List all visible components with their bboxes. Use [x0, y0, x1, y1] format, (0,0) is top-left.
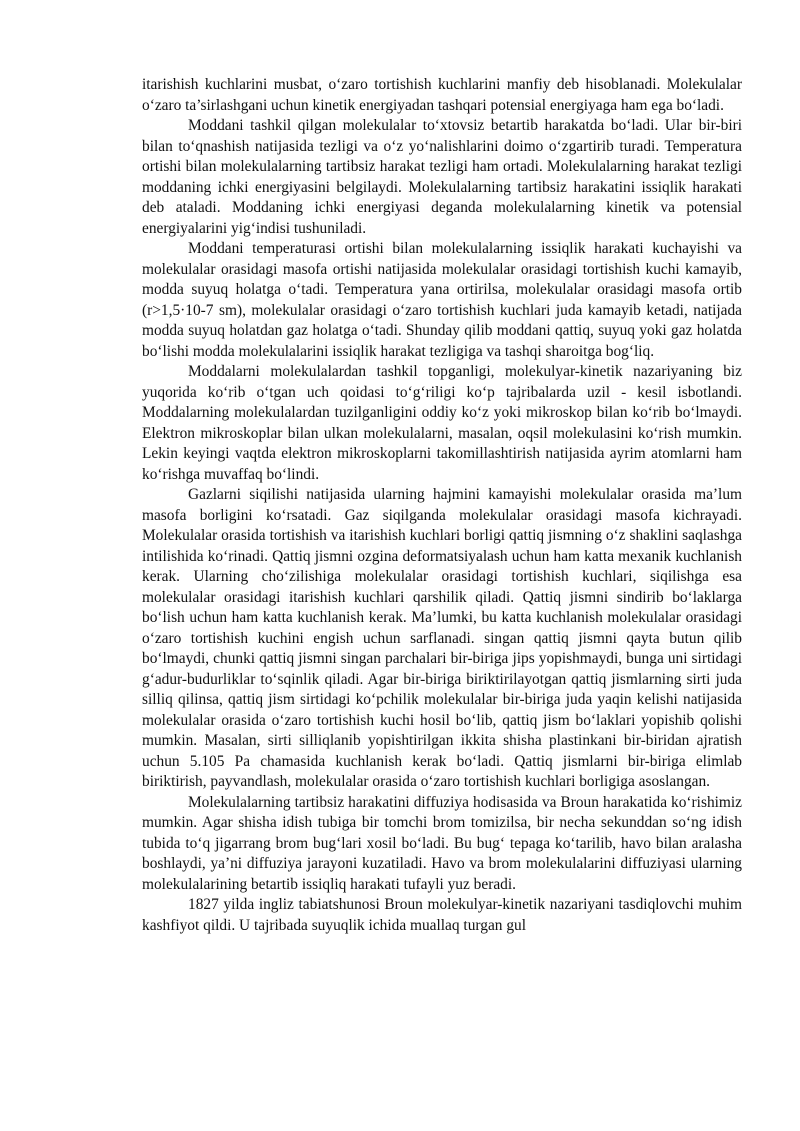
paragraph-1: itarishish kuchlarini musbat, o‘zaro tortishish kuchlarini manfiy deb hisoblanadi. Molekulalar o‘zaro ta’sirlashgani uchun kinetik energiyadan tashqari potensial energiyaga ham ega bo‘ladi. — [142, 76, 742, 114]
paragraph-3: Moddani temperaturasi ortishi bilan molekulalarning issiqlik harakati kuchayishi va molekulalar orasidagi masofa ortishi natijasida molekulalar orasidagi tortishish kuchi kamayib, modda suyuq holatga o‘tadi. Temperatura yana ortirilsa, molekulalar orasidagi masofa ortib (r>1,5·10-7 sm), molekulalar orasidagi o‘zaro tortishish kuchlari juda kamayib ketadi, natijada modda suyuq holatdan gaz holatga o‘tadi. Shunday qilib moddani qattiq, suyuq yoki gaz holatda bo‘lishi modda molekulalarini issiqlik harakat tezligiga va tashqi sharoitga bog‘liq. — [142, 240, 742, 360]
paragraph-6: Molekulalarning tartibsiz harakatini diffuziya hodisasida va Broun harakatida ko‘rishimiz mumkin. Agar shisha idish tubiga bir tomchi brom tomizilsa, bir necha sekunddan so‘ng idish tubida to‘q jigarrang brom bug‘lari xosil bo‘ladi. Bu bug‘ tepaga ko‘tarilib, havo bilan aralasha boshlaydi, ya’ni diffuziya jarayoni kuzatiladi. Havo va brom molekulalarini diffuziyasi ularning molekulalarining betartib issiqliq harakati tufayli yuz beradi. — [142, 793, 742, 893]
paragraph-2: Moddani tashkil qilgan molekulalar to‘xtovsiz betartib harakatda bo‘ladi. Ular bir-biri bilan to‘qnashish natijasida tezligi va o‘z yo‘nalishlarini doimo o‘zgartirib turadi. Temperatura ortishi bilan molekulalarning tartibsiz harakat tezligi ham ortadi. Molekulalarning harakat tezligi moddaning ichki energiyasini belgilaydi. Molekulalarning tartibsiz harakatini issiqlik harakati deb ataladi. Moddaning ichki energiyasi deganda molekulalarning kinetik va potensial energiyalarini yig‘indisi tushuniladi. — [142, 117, 742, 237]
document-page — [142, 75, 742, 936]
paragraph-4: Moddalarni molekulalardan tashkil topganligi, molekulyar-kinetik nazariyaning biz yuqorida ko‘rib o‘tgan uch qoidasi to‘g‘riligi ko‘p tajribalarda uzil - kesil isbotlandi. Moddalarning molekulalardan tuzilganligini oddiy ko‘z yoki mikroskop bilan ko‘rib bo‘lmaydi. Elektron mikroskoplar bilan ulkan molekulalarni, masalan, oqsil molekulasini ko‘rish mumkin. Lekin keyingi vaqtda elektron mikroskoplarni takomillashtirish natijasida ayrim atomlarni ham ko‘rishga muvaffaq bo‘lindi. — [142, 363, 742, 483]
paragraph-7: 1827 yilda ingliz tabiatshunosi Broun molekulyar-kinetik nazariyani tasdiqlovchi muhim kashfiyot qildi. U tajribada suyuqlik ichida muallaq turgan gul — [142, 896, 742, 934]
paragraph-5: Gazlarni siqilishi natijasida ularning hajmini kamayishi molekulalar orasida ma’lum masofa borligini ko‘rsatadi. Gaz siqilganda molekulalar orasidagi masofa kichrayadi. Molekulalar orasida tortishish va itarishish kuchlari borligi qattiq jismning o‘z shaklini saqlashga intilishida ko‘rinadi. Qattiq jismni ozgina deformatsiyalash uchun ham katta mexanik kuchlanish kerak. Ularning cho‘zilishiga molekulalar orasidagi tortishish kuchlari, siqilishga esa molekulalar orasidagi itarishish kuchlari qarshilik qiladi. Qattiq jismni sindirib bo‘laklarga bo‘lish uchun ham katta kuchlanish kerak. Ma’lumki, bu katta kuchlanish molekulalar orasidagi o‘zaro tortishish kuchini engish uchun sarflanadi. singan qattiq jismni qayta butun qilib bo‘lmaydi, chunki qattiq jismni singan parchalari bir-biriga jips yopishmaydi, bunga uni sirtidagi g‘adur-budurliklar to‘sqinlik qiladi. Agar bir-biriga biriktirilayotgan qattiq jismlarning sirti juda silliq qilinsa, qattiq jism sirtidagi ko‘pchilik molekulalar bir-biriga juda yaqin kelishi natijasida molekulalar orasida o‘zaro tortishish kuchi hosil bo‘lib, qattiq jism bo‘laklari yopishib qolishi mumkin. Masalan, sirti silliqlanib yopishtirilgan ikkita shisha plastinkani bir-biridan ajratish uchun 5.105 Pa chamasida kuchlanish kerak bo‘ladi. Qattiq jismlarni bir-biriga elimlab biriktirish, payvandlash, molekulalar orasida o‘zaro tortishish kuchlari borligiga asoslangan. — [142, 486, 742, 790]
